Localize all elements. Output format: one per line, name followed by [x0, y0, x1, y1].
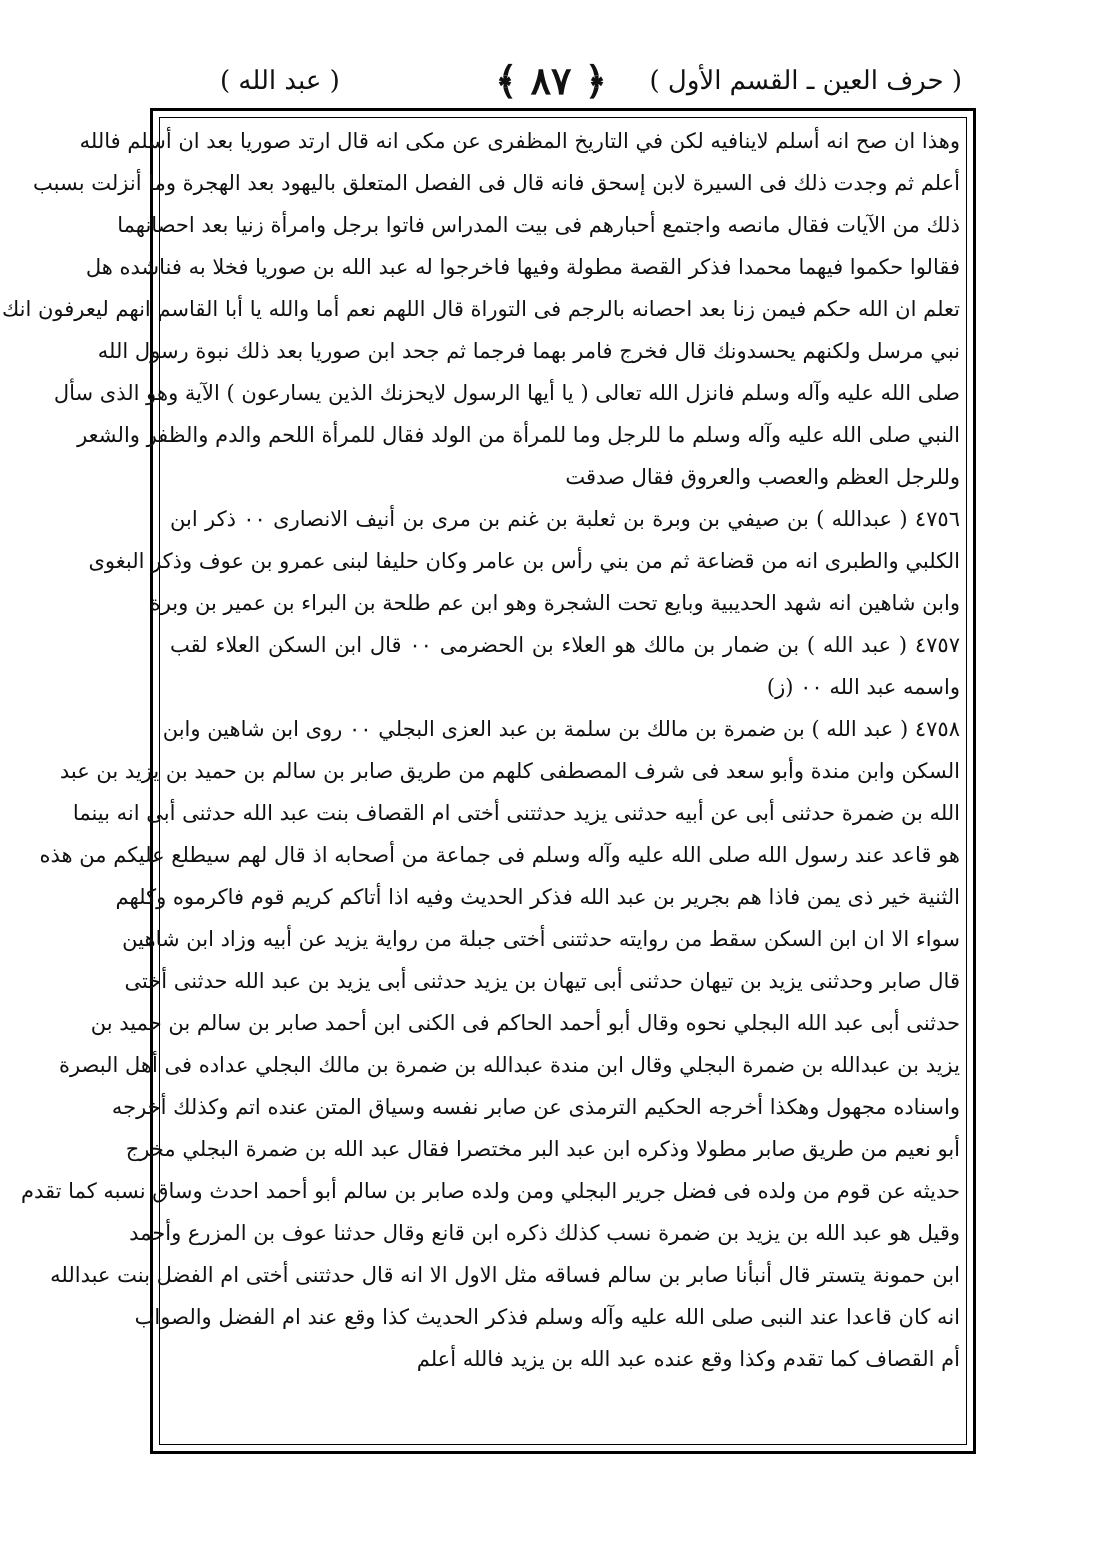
page-header — [140, 58, 962, 114]
text-line: ٤٧٥٧ ( عبد الله ) بن ضمار بن مالك هو العلاء بن الحضرمى ٠٠ قال ابن السكن العلاء لقب — [170, 633, 960, 657]
text-line: هو قاعد عند رسول الله صلى الله عليه وآله وسلم فى جماعة من أصحابه اذ قال لهم سيطلع عليكم من هذه — [39, 843, 960, 867]
text-line: يزيد بن عبدالله بن ضمرة البجلي وقال ابن مندة عبدالله بن ضمرة بن مالك البجلي عداده فى أهل البصرة — [58, 1053, 960, 1077]
page-body-text — [1, 120, 960, 1380]
running-head-entry: ( عبد الله ) — [220, 66, 340, 96]
text-line: الثنية خير ذى يمن فاذا هم بجرير بن عبد الله فذكر الحديث وفيه اذا أتاكم كريم قوم فاكرموه وكلهم — [115, 885, 960, 909]
text-line: وهذا ان صح انه أسلم لاينافيه لكن في التاريخ المظفرى عن مكى انه قال ارتد صوريا بعد ان أسلم فالله — [79, 129, 960, 153]
text-line: ٤٧٥٦ ( عبدالله ) بن صيفي بن وبرة بن ثعلبة بن غنم بن مرى بن أنيف الانصارى ٠٠ ذكر ابن — [170, 507, 960, 531]
text-line: تعلم ان الله حكم فيمن زنا بعد احصانه بالرجم فى التوراة قال اللهم نعم أما والله يا أبا القاسم انهم ليعرفون انك — [1, 297, 960, 321]
text-line: السكن وابن مندة وأبو سعد فى شرف المصطفى كلهم من طريق صابر بن سالم بن حميد بن يزيد بن عبد — [59, 759, 960, 783]
text-line: واسناده مجهول وهكذا أخرجه الحكيم الترمذى عن صابر نفسه وسياق المتن عنده اتم وكذلك أخرجه — [111, 1095, 960, 1119]
text-line: نبي مرسل ولكنهم يحسدونك قال فخرج فامر بهما فرجما ثم جحد ابن صوريا بعد ذلك نبوة رسول الله — [97, 339, 960, 363]
text-line: واسمه عبد الله ٠٠ (ز) — [766, 675, 960, 699]
text-line: صلى الله عليه وآله وسلم فانزل الله تعالى ( يا أيها الرسول لايحزنك الذين يسارعون ) الآية وهو الذى سأل — [53, 381, 960, 405]
text-line: النبي صلى الله عليه وآله وسلم ما للرجل وما للمرأة من الولد فقال للمرأة اللحم والدم والظفر والشعر — [77, 423, 960, 447]
text-line: وقيل هو عبد الله بن يزيد بن ضمرة نسب كذلك ذكره ابن قانع وقال حدثنا عوف بن المزرع وأحمد — [129, 1221, 960, 1245]
text-line: أعلم ثم وجدت ذلك فى السيرة لابن إسحق فانه قال فى الفصل المتعلق باليهود بعد الهجرة وما أنزلت بسبب — [33, 171, 960, 195]
text-line: انه كان قاعدا عند النبى صلى الله عليه وآله وسلم فذكر الحديث كذا وقع عند ام الفضل والصواب — [134, 1305, 960, 1329]
text-line: ٤٧٥٨ ( عبد الله ) بن ضمرة بن مالك بن سلمة بن عبد العزى البجلي ٠٠ روى ابن شاهين وابن — [162, 717, 960, 741]
text-line: وابن شاهين انه شهد الحديبية وبايع تحت الشجرة وهو ابن عم طلحة بن البراء بن عمير بن وبرة — [149, 591, 960, 615]
text-line: وللرجل العظم والعصب والعروق فقال صدقت — [565, 465, 960, 489]
running-head-chapter: ( حرف العين ـ القسم الأول ) — [649, 66, 962, 96]
text-line: حدثنى أبى عبد الله البجلي نحوه وقال أبو أحمد الحاكم فى الكنى ابن أحمد صابر بن سالم بن حميد بن — [90, 1011, 960, 1035]
text-line: سواء الا ان ابن السكن سقط من روايته حدثتنى أختى جبلة من رواية يزيد عن أبيه وزاد ابن شاهين — [122, 927, 960, 951]
text-line: الله بن ضمرة حدثنى أبى عن أبيه حدثنى يزيد حدثتنى أختى ام القصاف بنت عبد الله حدثنى أبى انه بينما — [72, 801, 960, 825]
text-line: الكلبي والطبرى انه من قضاعة ثم من بني رأس بن عامر وكان حليفا لبنى عمرو بن عوف وذكر البغوى — [88, 549, 960, 573]
text-line: أبو نعيم من طريق صابر مطولا وذكره ابن عبد البر مختصرا فقال عبد الله بن ضمرة البجلي مخرج — [125, 1137, 960, 1161]
text-line: أم القصاف كما تقدم وكذا وقع عنده عبد الله بن يزيد فالله أعلم — [416, 1347, 960, 1371]
text-line: فقالوا حكموا فيهما محمدا فذكر القصة مطولة وفيها فاخرجوا له عبد الله بن صوريا فخلا به فناشده هل — [85, 255, 960, 279]
text-line: ابن حمونة يتستر قال أنبأنا صابر بن سالم فساقه مثل الاول الا انه قال حدثتنى أختى ام الفضل بنت عبدالله — [50, 1263, 960, 1287]
text-line: حديثه عن قوم من ولده فى فضل جرير البجلي ومن ولده صابر بن سالم أبو أحمد احدث وساق نسبه كما تقدم — [21, 1179, 960, 1203]
text-line: قال صابر وحدثنى يزيد بن تيهان حدثنى أبى تيهان بن يزيد حدثنى أبى يزيد بن عبد الله حدثنى أختى — [124, 969, 960, 993]
text-line: ذلك من الآيات فقال مانصه واجتمع أحبارهم فى بيت المدراس فاتوا برجل وامرأة زنيا بعد احصانهما — [117, 213, 960, 237]
page-number: ﴿ ٨٧ ﴾ — [495, 58, 607, 103]
